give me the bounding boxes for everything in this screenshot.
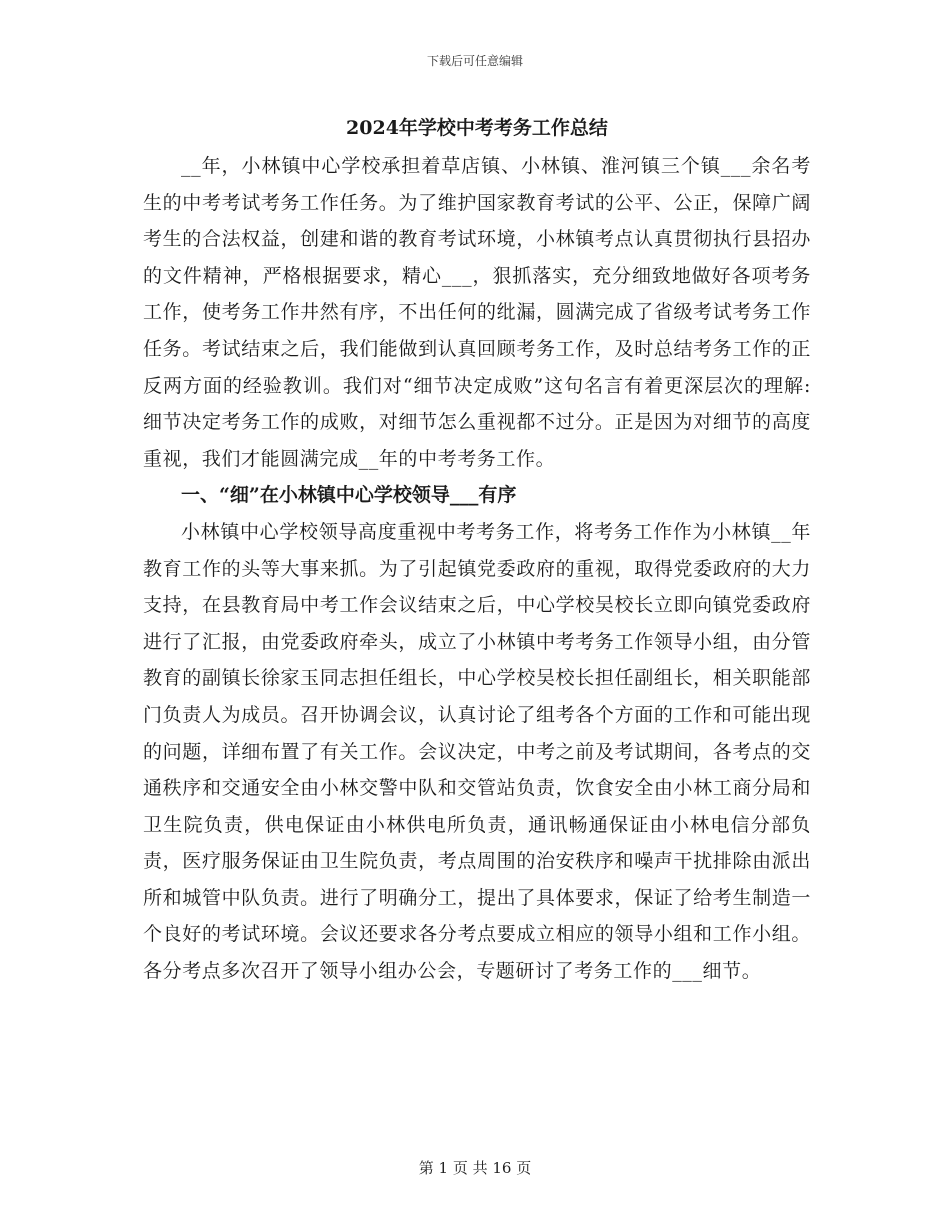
document-title: 2024年学校中考考务工作总结 [346,117,608,139]
section-1-paragraph: 小林镇中心学校领导高度重视中考考务工作，将考务工作作为小林镇__年教育工作的头等大事来抓。为了引起镇党委政府的重视，取得党委政府的大力支持，在县教育局中考工作会议结束之后，中心学校吴校长立即向镇党委政府进行了汇报，由党委政府牵头，成立了小林镇中考考务工作领导小组，由分管教育的副镇长徐家玉同志担任组长，中心学校吴校长担任副组长，相关职能部门负责人为成员。召开协调会议，认真讨论了组考各个方面的工作和可能出现的问题，详细布置了有关工作。会议决定，中考之前及考试期间，各考点的交通秩序和交通安全由小林交警中队和交管站负责，饮食安全由小林工商分局和卫生院负责，供电保证由小林供电所负责，通讯畅通保证由小林电信分部负责，医疗服务保证由卫生院负责，考点周围的治安秩序和噪声干扰排除由派出所和城管中队负责。进行了明确分工，提出了具体要求，保证了给考生制造一个良好的考试环境。会议还要求各分考点要成立相应的领导小组和工作小组。各分考点多次召开了领导小组办公会，专题研讨了考务工作的___细节。 [143,520,811,983]
document-body [143,108,811,990]
intro-paragraph: __年，小林镇中心学校承担着草店镇、小林镇、淮河镇三个镇___余名考生的中考考试考务工作任务。为了维护国家教育考试的公平、公正，保障广阔考生的合法权益，创建和谐的教育考试环境，小林镇考点认真贯彻执行县招办的文件精神，严格根据要求，精心___，狠抓落实，充分细致地做好各项考务工作，使考务工作井然有序，不出任何的纰漏，圆满完成了省级考试考务工作任务。考试结束之后，我们能做到认真回顾考务工作，及时总结考务工作的正反两方面的经验教训。我们对“细节决定成败”这句名言有着更深层次的理解:细节决定考务工作的成败，对细节怎么重视都不过分。正是因为对细节的高度重视，我们才能圆满完成__年的中考考务工作。 [143,155,811,470]
page-header-note: 下载后可任意编辑 [426,54,523,68]
page-number: 第 1 页 共 16 页 [418,1159,532,1177]
section-1-heading: 一、“细”在小林镇中心学校领导___有序 [181,484,517,507]
